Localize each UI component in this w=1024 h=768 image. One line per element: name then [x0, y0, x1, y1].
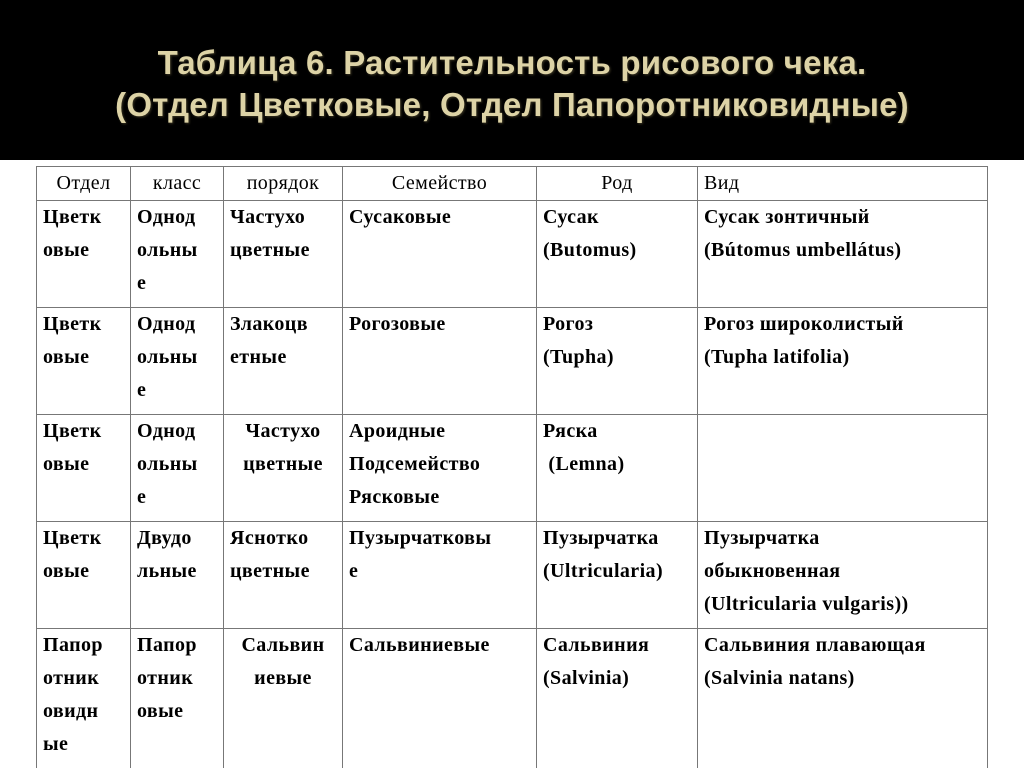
vegetation-table — [36, 166, 988, 768]
cell-line: е — [137, 379, 147, 401]
cell-line: Пузырчатка — [543, 527, 659, 549]
header-genus: Род — [537, 167, 698, 201]
cell-line: обыкновенная — [704, 560, 841, 582]
cell-line: етные — [230, 346, 287, 368]
cell-class — [131, 415, 224, 522]
cell-line: овые — [43, 560, 90, 582]
cell-family — [343, 415, 537, 522]
cell-class — [131, 201, 224, 308]
table-row — [37, 522, 988, 629]
cell-line: (Butomus) — [543, 239, 637, 261]
cell-line: Сальвиния плавающая — [704, 634, 926, 656]
cell-family — [343, 201, 537, 308]
cell-division — [37, 629, 131, 768]
cell-line: е — [349, 560, 359, 582]
cell-division — [37, 201, 131, 308]
cell-line: Рогоз — [543, 313, 594, 335]
table-wrapper — [36, 166, 988, 768]
cell-genus — [537, 629, 698, 768]
cell-line: Сусак зонтичный — [704, 206, 870, 228]
cell-line: Папор — [137, 634, 197, 656]
table-row — [37, 308, 988, 415]
table-row — [37, 201, 988, 308]
cell-line: е — [137, 486, 147, 508]
cell-line: (Salvinia) — [543, 667, 630, 689]
cell-class — [131, 308, 224, 415]
header-class: класс — [131, 167, 224, 201]
cell-line: Сальвиния — [543, 634, 650, 656]
cell-genus — [537, 522, 698, 629]
cell-line: (Ultricularia) — [543, 560, 664, 582]
cell-family — [343, 522, 537, 629]
cell-line: Папор — [43, 634, 103, 656]
cell-line: Сусаковые — [349, 206, 452, 228]
cell-line: (Salvinia natans) — [704, 667, 855, 689]
header-family: Семейство — [343, 167, 537, 201]
cell-line: Рогоз широколистый — [704, 313, 904, 335]
table-row — [37, 415, 988, 522]
cell-order — [224, 308, 343, 415]
cell-species — [698, 308, 988, 415]
cell-line: Пузырчатка — [704, 527, 820, 549]
slide-title-line-2: (Отдел Цветковые, Отдел Папоротниковидные) — [115, 86, 909, 123]
cell-division — [37, 522, 131, 629]
cell-line: Ароидные — [349, 420, 446, 442]
cell-line: цветные — [230, 560, 310, 582]
cell-line: (Lemna) — [543, 453, 625, 475]
cell-line: льные — [137, 560, 197, 582]
cell-line: Однод — [137, 420, 196, 442]
cell-line: Цветк — [43, 420, 102, 442]
cell-line: овидн — [43, 700, 99, 722]
cell-species — [698, 629, 988, 768]
cell-line: Однод — [137, 313, 196, 335]
cell-line: е — [137, 272, 147, 294]
cell-line: Сусак — [543, 206, 599, 228]
title-bar — [0, 0, 1024, 160]
cell-line: (Tupha latifolia) — [704, 346, 850, 368]
cell-line: ольны — [137, 346, 198, 368]
cell-division — [37, 415, 131, 522]
cell-line: ольны — [137, 453, 198, 475]
table-header-row — [37, 167, 988, 201]
cell-order — [224, 201, 343, 308]
cell-line: цветные — [243, 453, 323, 475]
cell-line: Частухо — [230, 206, 306, 228]
cell-class — [131, 522, 224, 629]
cell-line: овые — [137, 700, 184, 722]
cell-line: отник — [137, 667, 194, 689]
cell-line: Ряска — [543, 420, 598, 442]
cell-line: (Bútomus umbellátus) — [704, 239, 902, 261]
cell-genus — [537, 415, 698, 522]
cell-line: Цветк — [43, 206, 102, 228]
cell-line: овые — [43, 453, 90, 475]
cell-order — [224, 415, 343, 522]
cell-line: цветные — [230, 239, 310, 261]
cell-line: Частухо — [245, 420, 321, 442]
cell-line: Подсемейство — [349, 453, 481, 475]
cell-line: Рогозовые — [349, 313, 446, 335]
cell-line: ольны — [137, 239, 198, 261]
cell-line: Сальвин — [241, 634, 325, 656]
cell-genus — [537, 201, 698, 308]
cell-line: отник — [43, 667, 100, 689]
cell-line: Однод — [137, 206, 196, 228]
cell-species — [698, 415, 988, 522]
cell-line: Цветк — [43, 313, 102, 335]
slide-title-line-1: Таблица 6. Растительность рисового чека. — [157, 44, 867, 81]
cell-order — [224, 629, 343, 768]
cell-line: Пузырчатковы — [349, 527, 492, 549]
cell-line: Рясковые — [349, 486, 440, 508]
cell-line: Цветк — [43, 527, 102, 549]
cell-line: иевые — [254, 667, 312, 689]
header-order: порядок — [224, 167, 343, 201]
cell-line: Злакоцв — [230, 313, 308, 335]
header-species: Вид — [698, 167, 988, 201]
cell-genus — [537, 308, 698, 415]
header-division: Отдел — [37, 167, 131, 201]
cell-line: овые — [43, 346, 90, 368]
table-row — [37, 629, 988, 768]
cell-line: Сальвиниевые — [349, 634, 490, 656]
cell-family — [343, 629, 537, 768]
cell-class — [131, 629, 224, 768]
cell-line: ые — [43, 733, 69, 755]
cell-order — [224, 522, 343, 629]
cell-species — [698, 522, 988, 629]
cell-division — [37, 308, 131, 415]
cell-line: Двудо — [137, 527, 192, 549]
cell-line: (Tupha) — [543, 346, 614, 368]
cell-species — [698, 201, 988, 308]
cell-line: овые — [43, 239, 90, 261]
cell-line: Яснотко — [230, 527, 309, 549]
cell-family — [343, 308, 537, 415]
cell-line: (Ultricularia vulgaris)) — [704, 593, 909, 615]
